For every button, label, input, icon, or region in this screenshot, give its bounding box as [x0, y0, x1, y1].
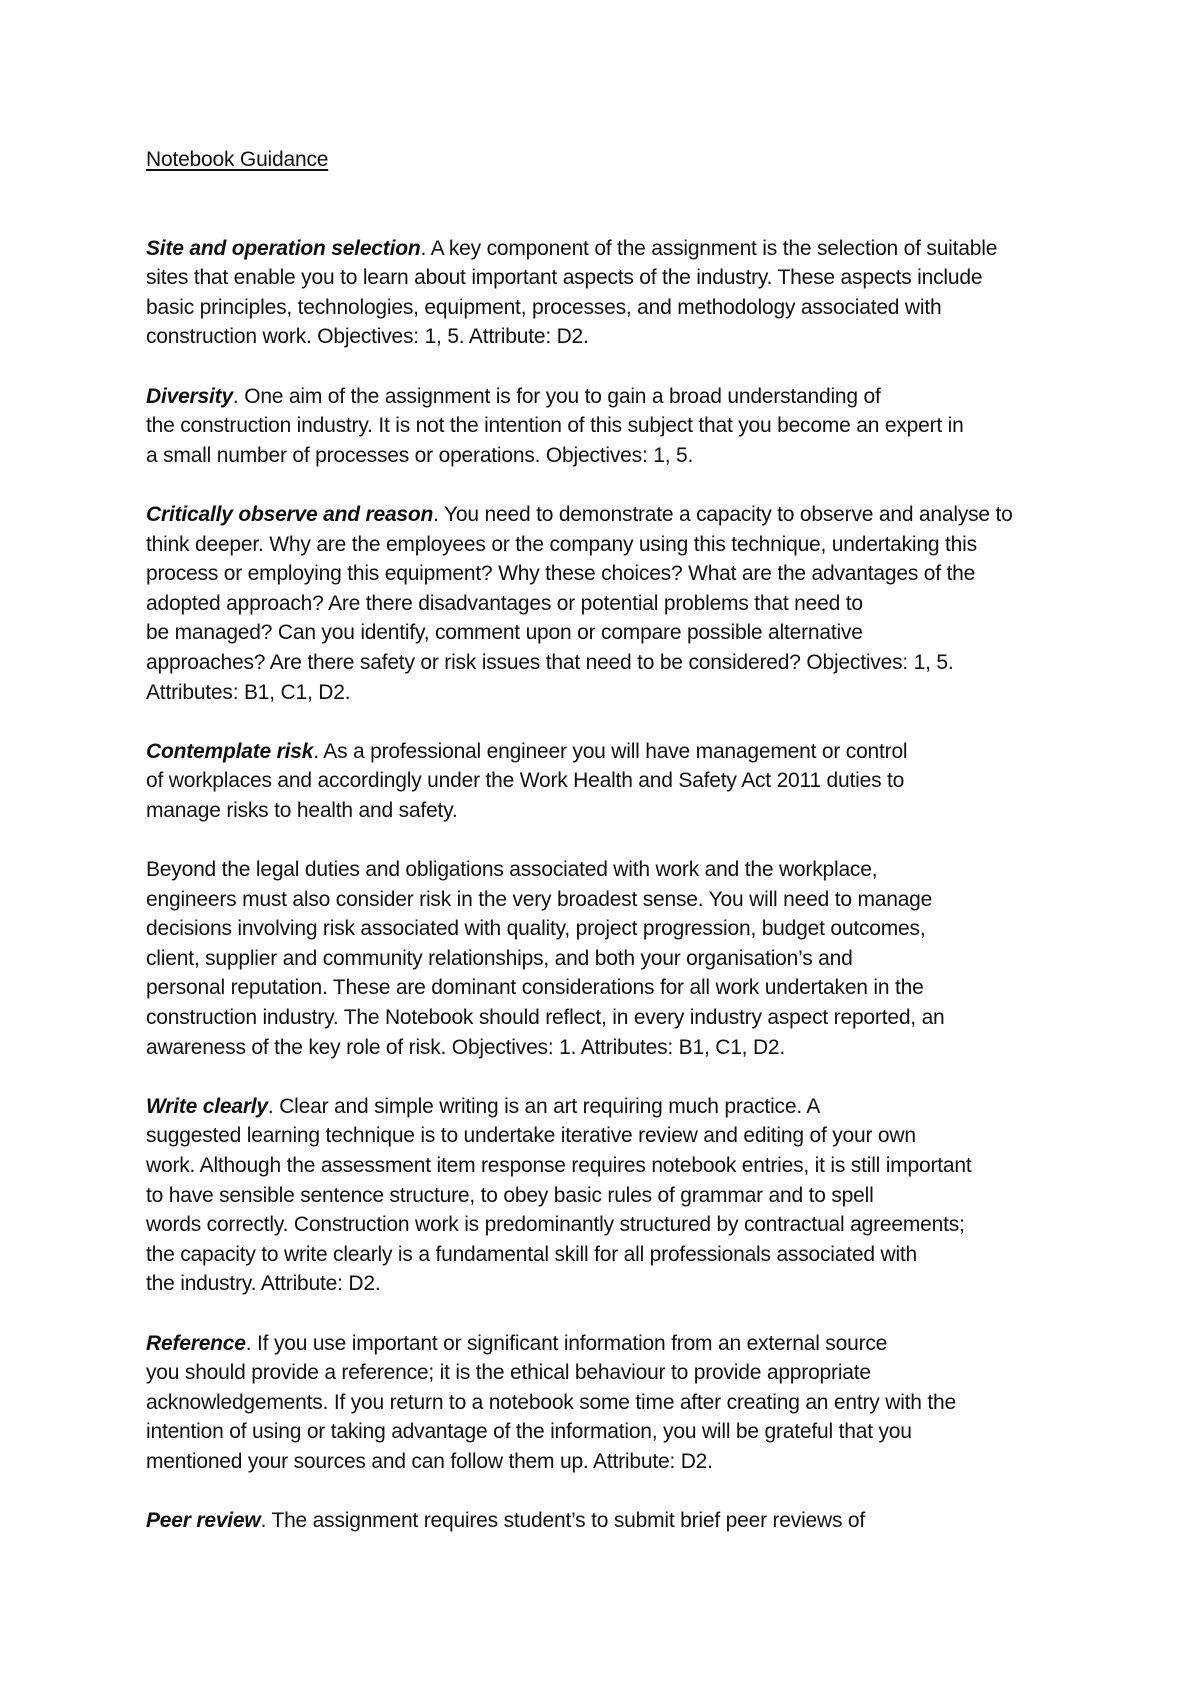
- paragraph-line: mentioned your sources and can follow them up. Attribute: D2.: [146, 1449, 713, 1473]
- paragraph-line: the capacity to write clearly is a fundamental skill for all professionals associated with: [146, 1242, 918, 1266]
- paragraph-line: personal reputation. These are dominant considerations for all work undertaken in the: [146, 976, 924, 1000]
- paragraph-line: be managed? Can you identify, comment upon or compare possible alternative: [146, 621, 863, 645]
- paragraph-line: adopted approach? Are there disadvantages or potential problems that need to: [146, 591, 863, 615]
- paragraph-line: [146, 1329, 1076, 1359]
- paragraph-peer-review: [146, 1506, 1076, 1536]
- paragraph-heading: Write clearly: [146, 1094, 268, 1118]
- paragraph-line: [146, 382, 1076, 412]
- paragraph-line: manage risks to health and safety.: [146, 798, 458, 822]
- paragraph-line: approaches? Are there safety or risk issues that need to be considered? Objectives: 1, 5.: [146, 650, 954, 674]
- paragraph-heading: Contemplate risk: [146, 739, 314, 763]
- paragraph-site-selection: [146, 234, 1076, 352]
- paragraph-line: sites that enable you to learn about important aspects of the industry. These aspects include: [146, 266, 983, 290]
- paragraph-line: suggested learning technique is to undertake iterative review and editing of your own: [146, 1124, 916, 1148]
- paragraph-line: awareness of the key role of risk. Objectives: 1. Attributes: B1, C1, D2.: [146, 1035, 786, 1059]
- paragraph-heading: Critically observe and reason: [146, 502, 434, 526]
- paragraph-text: . If you use important or significant information from an external source: [245, 1331, 888, 1355]
- paragraph-contemplate-risk: [146, 737, 1076, 826]
- paragraph-line: process or employing this equipment? Why these choices? What are the advantages of the: [146, 562, 976, 586]
- paragraph-line: the construction industry. It is not the intention of this subject that you become an expert in: [146, 414, 964, 438]
- page-title: Notebook Guidance: [146, 148, 329, 171]
- paragraph-line: a small number of processes or operations. Objectives: 1, 5.: [146, 443, 694, 467]
- paragraph-write-clearly: [146, 1092, 1076, 1299]
- paragraph-beyond-legal: [146, 855, 1076, 1062]
- paragraph-line: client, supplier and community relationships, and both your organisation’s and: [146, 946, 853, 970]
- paragraph-text: . Clear and simple writing is an art requiring much practice. A: [267, 1094, 821, 1118]
- paragraph-reference: [146, 1329, 1076, 1477]
- paragraph-line: [146, 737, 1076, 767]
- paragraph-line: Attributes: B1, C1, D2.: [146, 680, 351, 704]
- paragraph-line: the industry. Attribute: D2.: [146, 1272, 381, 1296]
- paragraph-heading: Reference: [146, 1331, 246, 1355]
- paragraph-text: . As a professional engineer you will have management or control: [313, 739, 908, 763]
- paragraph-line: think deeper. Why are the employees or the company using this technique, undertaking this: [146, 532, 977, 556]
- paragraph-line: words correctly. Construction work is predominantly structured by contractual agreements;: [146, 1213, 965, 1237]
- paragraph-text: . The assignment requires student’s to submit brief peer reviews of: [260, 1509, 866, 1533]
- paragraph-line: construction industry. The Notebook should reflect, in every industry aspect reported, an: [146, 1006, 945, 1030]
- paragraph-line: Beyond the legal duties and obligations associated with work and the workplace,: [146, 858, 878, 882]
- paragraph-text: . A key component of the assignment is the selection of suitable: [420, 236, 998, 260]
- paragraph-line: you should provide a reference; it is the ethical behaviour to provide appropriate: [146, 1361, 871, 1385]
- paragraph-line: of workplaces and accordingly under the Work Health and Safety Act 2011 duties to: [146, 769, 905, 793]
- paragraph-text: . You need to demonstrate a capacity to observe and analyse to: [433, 502, 1013, 526]
- paragraph-line: intention of using or taking advantage of the information, you will be grateful that you: [146, 1420, 912, 1444]
- paragraph-line: construction work. Objectives: 1, 5. Attribute: D2.: [146, 325, 589, 349]
- paragraph-diversity: [146, 382, 1076, 471]
- paragraph-heading: Peer review: [146, 1509, 261, 1533]
- paragraph-line: [146, 1092, 1076, 1122]
- paragraph-line: [146, 234, 1076, 264]
- paragraph-line: decisions involving risk associated with quality, project progression, budget outcomes,: [146, 917, 926, 941]
- paragraph-line: [146, 500, 1076, 530]
- paragraph-text: . One aim of the assignment is for you to gain a broad understanding of: [232, 384, 881, 408]
- paragraph-critically-observe: [146, 500, 1076, 707]
- paragraph-line: work. Although the assessment item response requires notebook entries, it is still important: [146, 1154, 972, 1177]
- paragraph-line: [146, 1506, 1076, 1536]
- paragraph-heading: Diversity: [146, 384, 233, 408]
- document-body: [146, 145, 1076, 1565]
- paragraph-line: acknowledgements. If you return to a notebook some time after creating an entry with the: [146, 1390, 957, 1414]
- paragraph-line: engineers must also consider risk in the very broadest sense. You will need to manage: [146, 887, 933, 911]
- paragraph-line: basic principles, technologies, equipment, processes, and methodology associated with: [146, 295, 942, 319]
- paragraph-heading: Site and operation selection: [146, 236, 421, 260]
- paragraph-line: to have sensible sentence structure, to obey basic rules of grammar and to spell: [146, 1183, 874, 1207]
